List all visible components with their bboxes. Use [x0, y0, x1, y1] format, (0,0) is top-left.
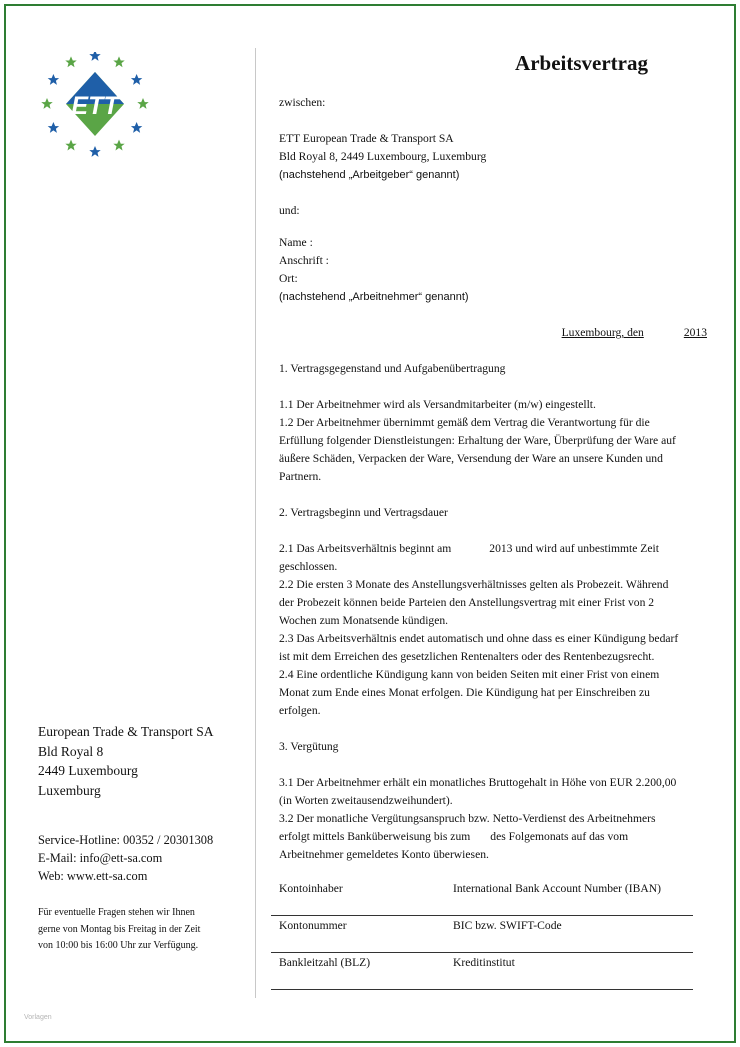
logo-star-icon — [89, 146, 100, 157]
section-1-heading: 1. Vertragsgegenstand und Aufgabenübertragung — [279, 362, 506, 375]
section-3-line: 3.1 Der Arbeitnehmer erhält ein monatliches Bruttogehalt in Höhe von EUR 2.200,00 — [279, 776, 677, 789]
sidebar-company-name: European Trade & Transport SA — [38, 724, 214, 739]
date-year: 2013 — [683, 326, 707, 339]
bank-row — [279, 917, 693, 954]
section-2-start-line — [279, 540, 709, 558]
section-2-line: 2.3 Das Arbeitsverhältnis endet automatisch und ohne dass es einer Kündigung bedarf — [279, 632, 679, 645]
logo-text: ETT — [71, 92, 119, 120]
bank-institute-label: Kreditinstitut — [453, 956, 515, 969]
bank-fill-line[interactable] — [271, 915, 693, 916]
section-2-line: Wochen zum Monatsende kündigen. — [279, 614, 449, 627]
contract-body — [279, 94, 709, 864]
employer-designation: (nachstehend „Arbeitgeber“ genannt) — [279, 169, 460, 181]
logo-star-icon — [89, 52, 100, 61]
bank-row — [279, 880, 693, 917]
and-label: und: — [279, 204, 300, 217]
section-1-line: äußere Schäden, Verpacken der Ware, Versendung der Ware an unsere Kunden und — [279, 452, 663, 465]
employer-address: Bld Royal 8, 2449 Luxembourg, Luxemburg — [279, 150, 487, 163]
start-date-text: 2.1 Das Arbeitsverhältnis beginnt am — [279, 542, 452, 555]
iban-label: International Bank Account Number (IBAN) — [453, 882, 661, 895]
column-divider — [255, 48, 256, 998]
account-holder-label: Kontoinhaber — [279, 882, 343, 895]
section-2-line: Monat zum Ende eines Monat erfolgen. Die Kündigung hat per Einschreiben zu — [279, 686, 650, 699]
bank-fill-line[interactable] — [271, 952, 693, 953]
sidebar-note-line: von 10:00 bis 16:00 Uhr zur Verfügung. — [38, 940, 199, 951]
logo-star-icon — [65, 140, 76, 151]
employee-place-field: Ort: — [279, 272, 298, 285]
sidebar-email[interactable]: E-Mail: info@ett-sa.com — [38, 851, 163, 865]
logo-star-icon — [41, 98, 52, 109]
payment-text-rest: des Folgemonats auf das vom — [490, 830, 629, 843]
logo-star-icon — [48, 122, 59, 133]
date-line — [279, 324, 707, 342]
payment-text: erfolgt mittels Banküberweisung bis zum — [279, 830, 471, 843]
sidebar-address — [38, 722, 243, 800]
employee-designation: (nachstehend „Arbeitnehmer“ genannt) — [279, 291, 469, 303]
section-1-line: 1.2 Der Arbeitnehmer übernimmt gemäß dem Vertrag die Verantwortung für die — [279, 416, 650, 429]
bank-details — [279, 880, 693, 991]
section-2-line: ist mit dem Erreichen des gesetzlichen Rentenalters oder des Rentenbezugsrecht. — [279, 650, 655, 663]
employer-name: ETT European Trade & Transport SA — [279, 132, 454, 145]
logo-star-icon — [137, 98, 148, 109]
bank-row — [279, 954, 693, 991]
section-2-heading: 2. Vertragsbeginn und Vertragsdauer — [279, 506, 448, 519]
sidebar-contact — [38, 831, 248, 885]
sidebar-city: 2449 Luxembourg — [38, 763, 138, 778]
ett-logo-icon — [36, 52, 154, 168]
logo-star-icon — [131, 122, 142, 133]
start-date-year-text: 2013 und wird auf unbestimmte Zeit — [489, 542, 659, 555]
section-2-line: erfolgen. — [279, 704, 321, 717]
sidebar-note-line: Für eventuelle Fragen stehen wir Ihnen — [38, 907, 195, 918]
section-3-line: Arbeitnehmer gemeldetes Konto überwiesen. — [279, 848, 489, 861]
sidebar-hotline: Service-Hotline: 00352 / 20301308 — [38, 833, 214, 847]
date-place: Luxembourg, den — [561, 326, 644, 339]
logo-star-icon — [113, 56, 124, 67]
section-1-line: Partnern. — [279, 470, 322, 483]
sidebar-web[interactable]: Web: www.ett-sa.com — [38, 869, 148, 883]
document-title: Arbeitsvertrag — [515, 51, 648, 75]
section-2-line: 2.2 Die ersten 3 Monate des Anstellungsverhältnisses gelten als Probezeit. Während — [279, 578, 669, 591]
section-1-line: Erfüllung folgender Dienstleistungen: Erhaltung der Ware, Überprüfung der Ware auf — [279, 434, 676, 447]
bank-fill-line[interactable] — [271, 989, 693, 990]
sidebar-note — [38, 905, 243, 955]
logo-star-icon — [65, 56, 76, 67]
logo-star-icon — [131, 74, 142, 85]
section-2-line: geschlossen. — [279, 560, 338, 573]
logo-star-icon — [113, 140, 124, 151]
account-number-label: Kontonummer — [279, 919, 347, 932]
employee-address-field: Anschrift : — [279, 254, 329, 267]
section-3-heading: 3. Vergütung — [279, 740, 339, 753]
sidebar-country: Luxemburg — [38, 782, 101, 798]
bic-label: BIC bzw. SWIFT-Code — [453, 919, 562, 932]
section-3-payment-line — [279, 828, 709, 846]
logo-star-icon — [48, 74, 59, 85]
blz-label: Bankleitzahl (BLZ) — [279, 956, 371, 969]
sidebar-street: Bld Royal 8 — [38, 743, 104, 759]
between-label: zwischen: — [279, 96, 326, 109]
watermark: Vorlagen — [24, 1014, 52, 1021]
section-3-line: (in Worten zweitausendzweihundert). — [279, 794, 453, 807]
section-3-line: 3.2 Der monatliche Vergütungsanspruch bzw. Netto-Verdienst des Arbeitnehmers — [279, 812, 656, 825]
sidebar-note-line: gerne von Montag bis Freitag in der Zeit — [38, 923, 201, 935]
section-1-line: 1.1 Der Arbeitnehmer wird als Versandmitarbeiter (m/w) eingestellt. — [279, 398, 596, 411]
section-2-line: 2.4 Eine ordentliche Kündigung kann von beiden Seiten mit einer Frist von einem — [279, 668, 660, 681]
section-2-line: der Probezeit können beide Parteien den Anstellungsvertrag mit einer Frist von 2 — [279, 596, 655, 609]
employee-name-field: Name : — [279, 236, 313, 249]
